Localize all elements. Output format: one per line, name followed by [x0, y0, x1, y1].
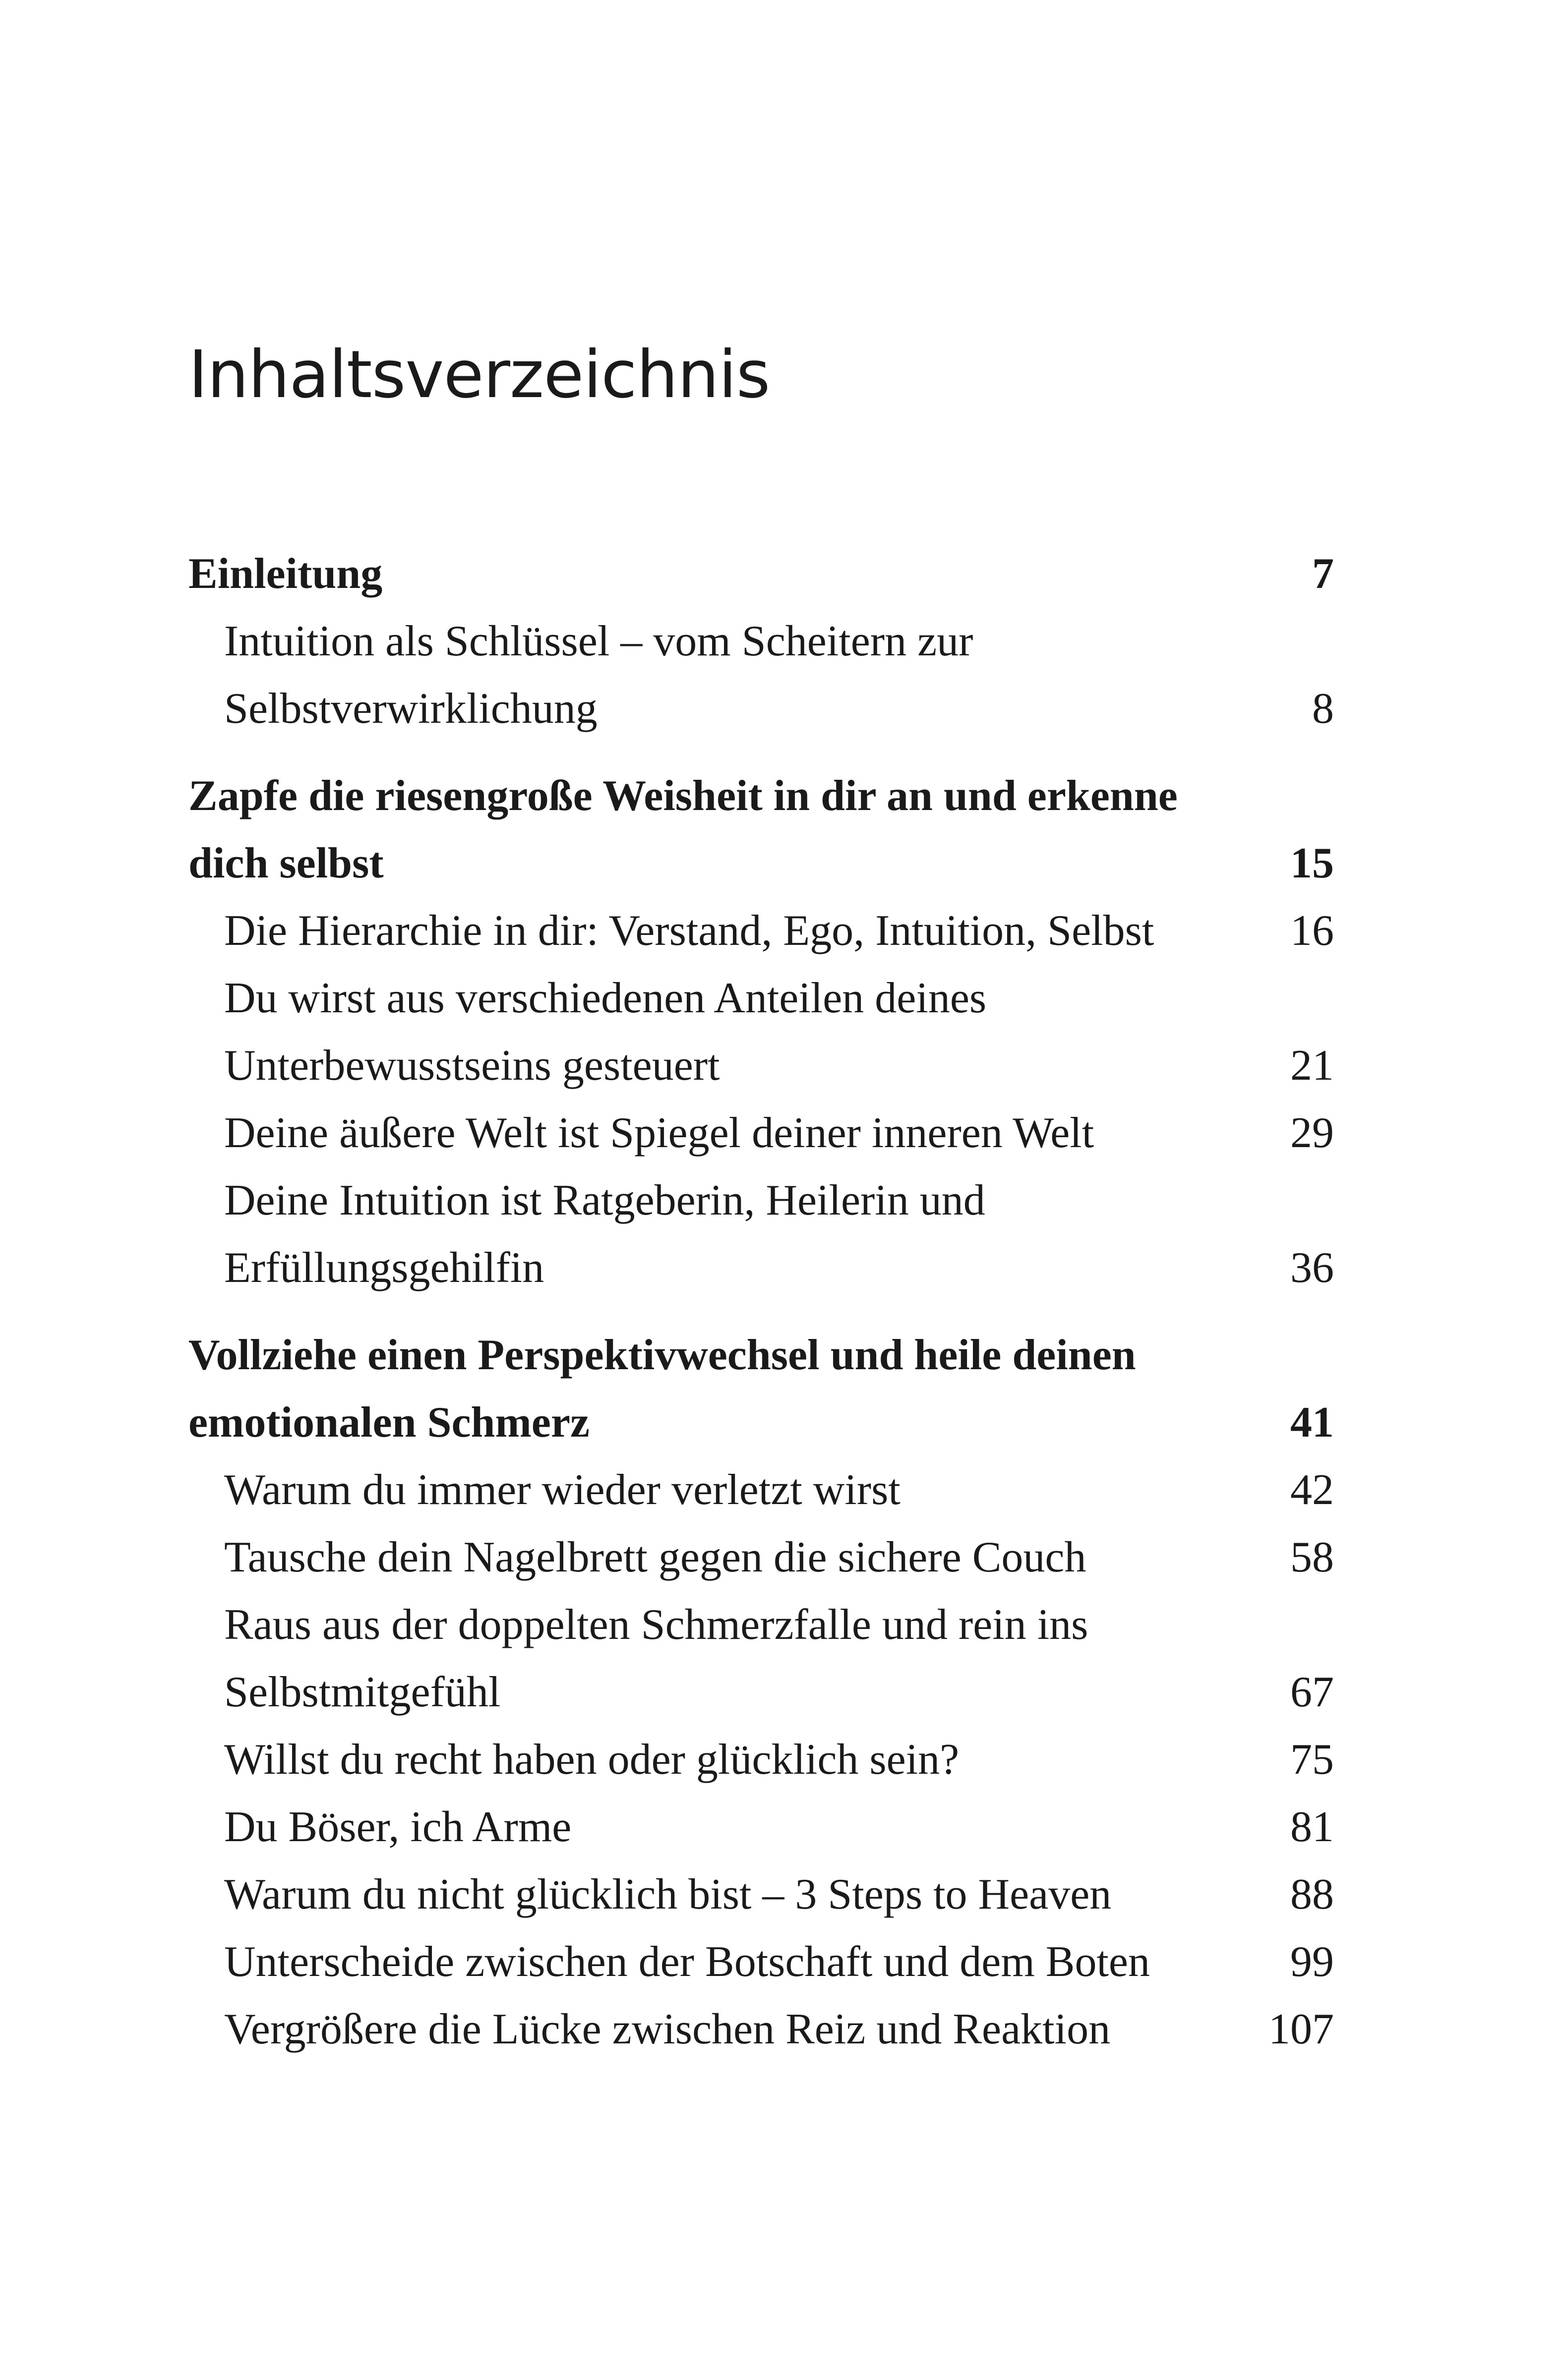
toc-section-line	[188, 1996, 1334, 2063]
toc-section-line	[188, 1167, 1334, 1234]
page-number: 67	[1290, 1668, 1334, 1716]
chapter-title: Zapfe die riesengroße Weisheit in dir an und erkenne	[188, 772, 1178, 820]
section-title: Unterscheide zwischen der Botschaft und dem Boten	[224, 1938, 1150, 1986]
toc-chapter-line	[188, 762, 1334, 830]
page-number: 99	[1290, 1938, 1334, 1986]
page-number: 21	[1290, 1042, 1334, 1090]
section-title: Selbstverwirklichung	[224, 685, 598, 733]
toc-section-line	[188, 608, 1334, 675]
page-number: 81	[1290, 1803, 1334, 1851]
chapter-spacer	[188, 743, 1334, 762]
toc-section-line	[188, 1524, 1334, 1591]
section-title: Vergrößere die Lücke zwischen Reiz und Reaktion	[224, 2005, 1111, 2053]
chapter-title: Vollziehe einen Perspektivwechsel und heile deinen	[188, 1331, 1136, 1379]
page-title: Inhaltsverzeichnis	[188, 337, 770, 413]
page-number: 58	[1290, 1533, 1334, 1581]
section-title: Du Böser, ich Arme	[224, 1803, 572, 1851]
chapter-title: emotionalen Schmerz	[188, 1398, 590, 1447]
toc-chapter-line	[188, 1322, 1334, 1389]
toc-section-line	[188, 965, 1334, 1032]
toc-section-line	[188, 675, 1334, 743]
page-number: 107	[1268, 2005, 1334, 2053]
chapter-title: dich selbst	[188, 839, 384, 887]
page-number: 75	[1290, 1736, 1334, 1784]
section-title: Du wirst aus verschiedenen Anteilen deines	[224, 974, 987, 1022]
section-title: Willst du recht haben oder glücklich sein?	[224, 1736, 960, 1784]
toc-section-line	[188, 1234, 1334, 1302]
section-title: Tausche dein Nagelbrett gegen die sichere Couch	[224, 1533, 1086, 1581]
toc-section-line	[188, 1032, 1334, 1100]
section-title: Deine Intuition ist Ratgeberin, Heilerin und	[224, 1176, 985, 1224]
toc-section-line	[188, 1726, 1334, 1794]
toc-chapter-line	[188, 1389, 1334, 1456]
toc-chapter-line	[188, 830, 1334, 897]
section-title: Die Hierarchie in dir: Verstand, Ego, Intuition, Selbst	[224, 907, 1154, 955]
toc-section-line	[188, 1794, 1334, 1861]
section-title: Raus aus der doppelten Schmerzfalle und rein ins	[224, 1601, 1088, 1649]
section-title: Unterbewusstseins gesteuert	[224, 1042, 720, 1090]
section-title: Erfüllungsgehilfin	[224, 1244, 544, 1292]
section-title: Deine äußere Welt ist Spiegel deiner inneren Welt	[224, 1109, 1094, 1157]
toc-section-line	[188, 1100, 1334, 1167]
table-of-contents	[188, 540, 1334, 2063]
page-number: 15	[1290, 839, 1334, 887]
section-title: Intuition als Schlüssel – vom Scheitern zur	[224, 617, 973, 665]
toc-section-line	[188, 1861, 1334, 1928]
section-title: Selbstmitgefühl	[224, 1668, 501, 1716]
page-number: 7	[1312, 550, 1334, 598]
page-number: 88	[1290, 1870, 1334, 1918]
chapter-spacer	[188, 1302, 1334, 1322]
page-number: 16	[1290, 907, 1334, 955]
page-number: 8	[1312, 685, 1334, 733]
toc-section-line	[188, 1456, 1334, 1524]
page-number: 36	[1290, 1244, 1334, 1292]
page-number: 42	[1290, 1466, 1334, 1514]
toc-section-line	[188, 897, 1334, 965]
page-number: 41	[1290, 1398, 1334, 1447]
page-number: 29	[1290, 1109, 1334, 1157]
toc-chapter-line	[188, 540, 1334, 608]
section-title: Warum du immer wieder verletzt wirst	[224, 1466, 901, 1514]
section-title: Warum du nicht glücklich bist – 3 Steps to Heaven	[224, 1870, 1112, 1918]
toc-section-line	[188, 1591, 1334, 1659]
chapter-title: Einleitung	[188, 550, 383, 598]
toc-section-line	[188, 1659, 1334, 1726]
toc-section-line	[188, 1928, 1334, 1996]
